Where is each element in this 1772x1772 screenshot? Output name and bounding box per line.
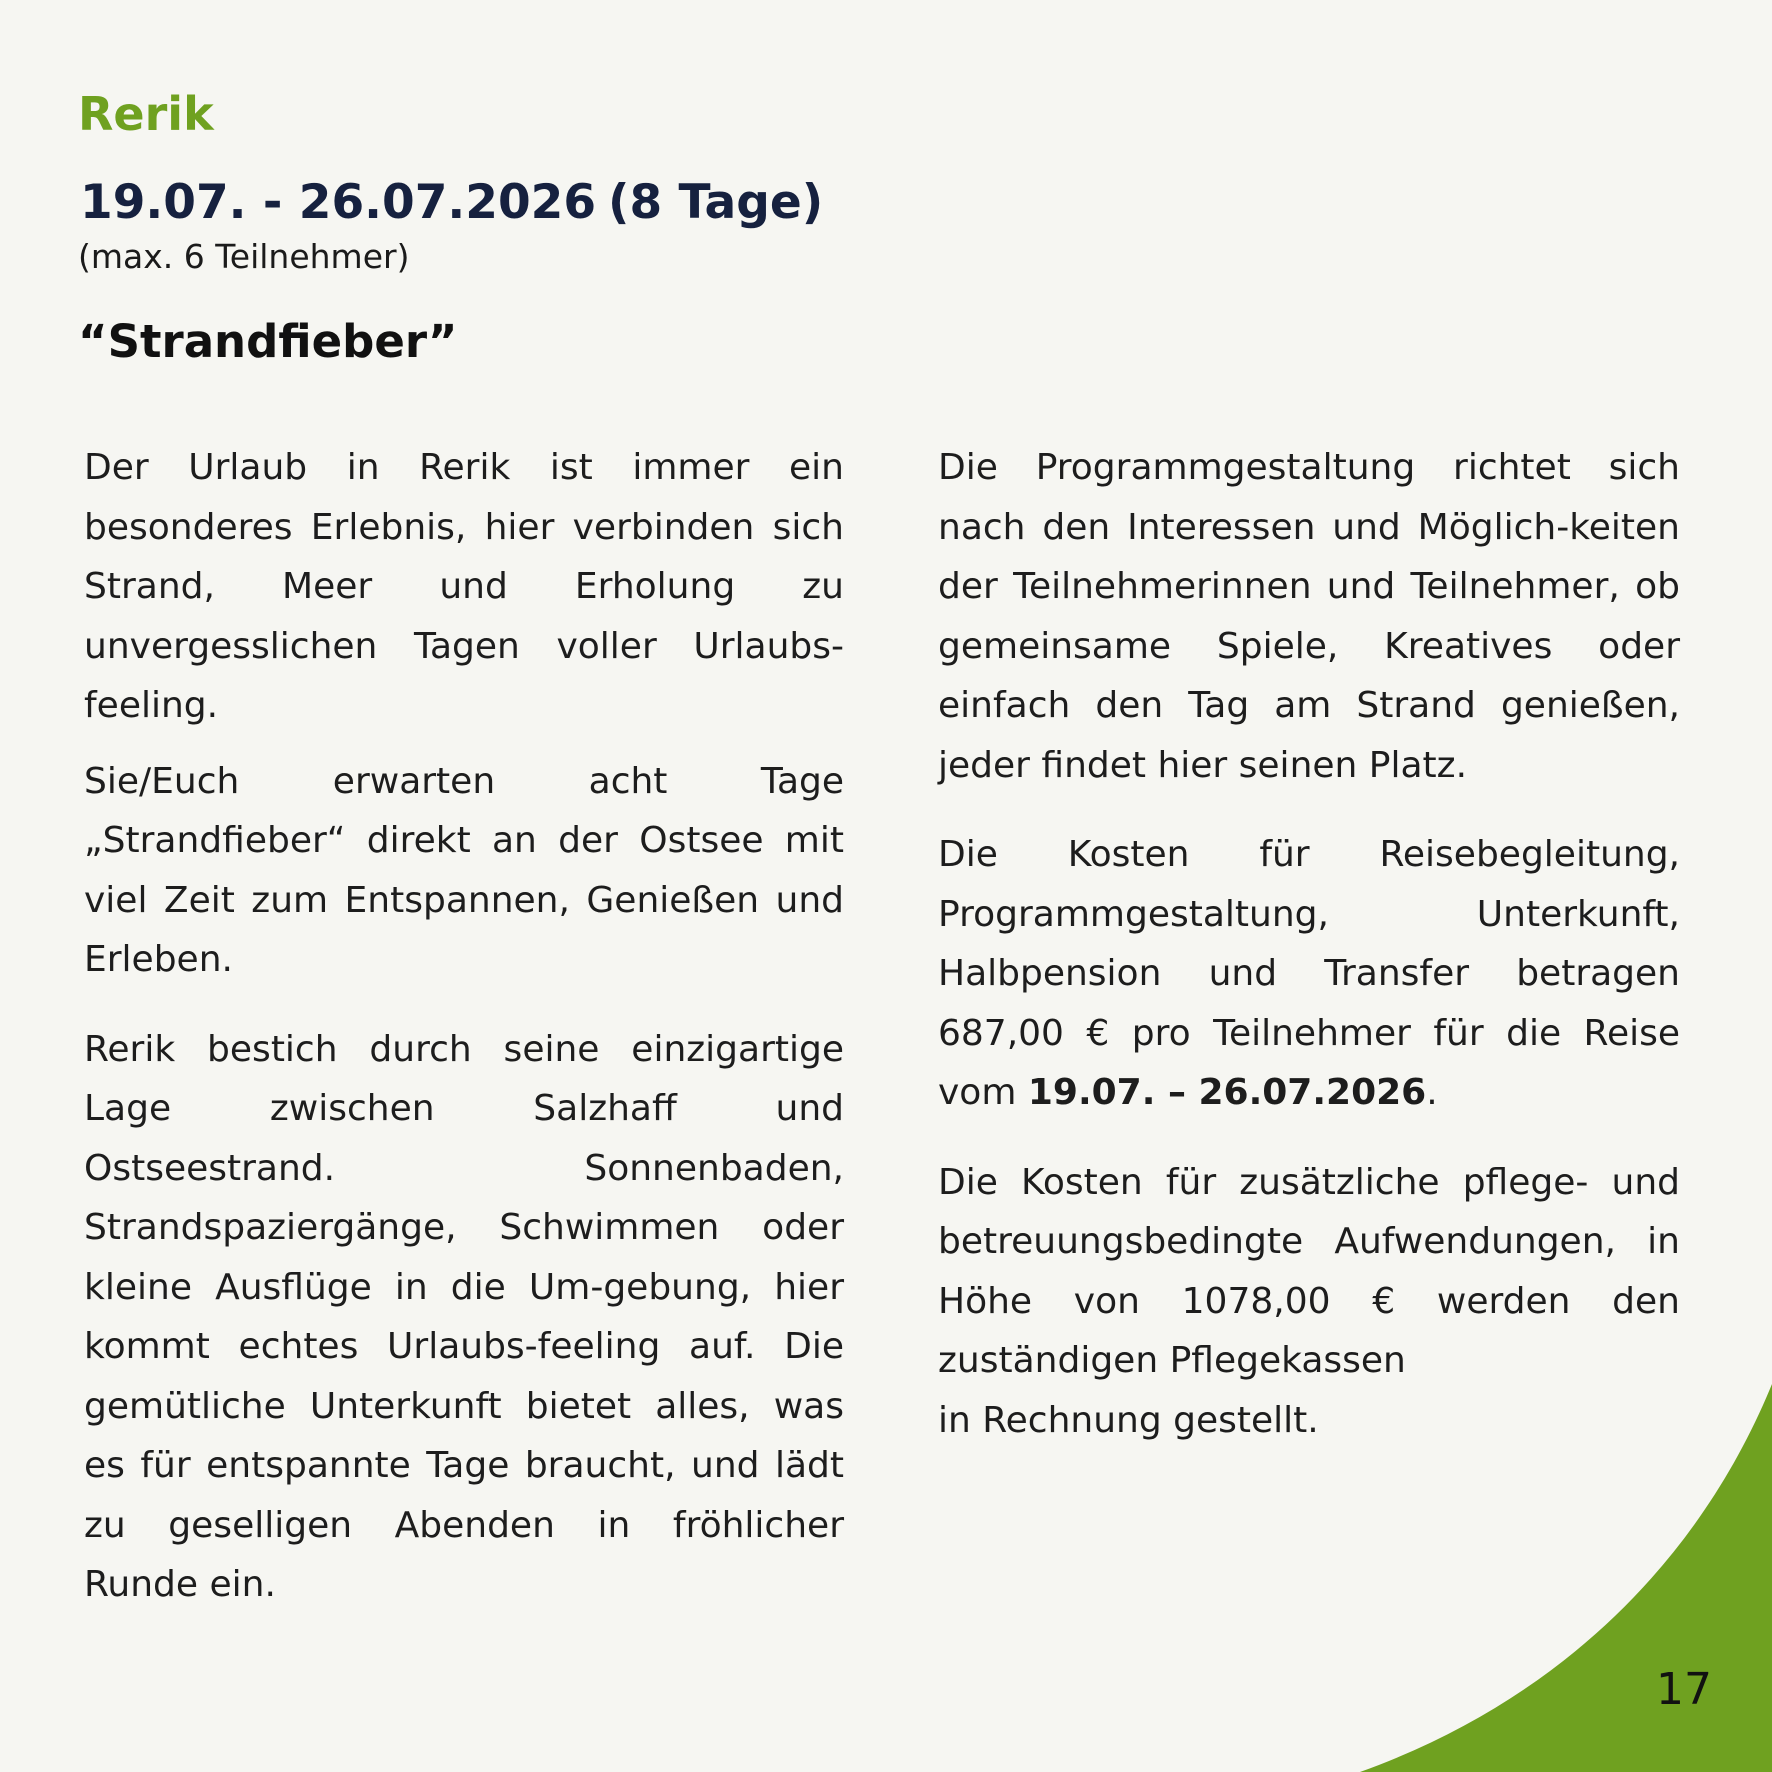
page-number: 17 (1656, 1664, 1712, 1715)
duration: (8 Tage) (608, 175, 824, 230)
left-paragraph-2: Sie/Euch erwarten acht Tage „Strandfieber“ direkt an der Ostsee mit viel Zeit zum Entspannen, Genießen und Erleben. (84, 760, 844, 980)
right-paragraph-3-end: in Rechnung gestellt. (938, 1399, 1319, 1441)
left-paragraph-1: Der Urlaub in Rerik ist immer ein besonderes Erlebnis, hier verbinden sich Strand, Meer und Erholung zu unvergesslichen Tagen voller Urlaubs-feeling. (84, 447, 844, 726)
left-paragraph-3: Rerik bestich durch seine einzigartige Lage zwischen Salzhaff und Ostseestrand. Sonnenbaden, Strandspaziergänge, Schwimmen oder kleine Ausflüge in die Um-gebung, hier kommt echtes Urlaubs-feeling auf. Die gemütliche Unterkunft bietet alles, was es für entspannte Tage braucht, und lädt zu geselligen Abenden in fröhlicher Runde ein. (84, 1028, 844, 1605)
cost-text: Die Kosten für Reisebegleitung, Programmgestaltung, Unterkunft, Halbpension und Transfer betragen 687,00 € pro Teilnehmer für die Reise vom (938, 834, 1680, 1113)
right-column (938, 438, 1680, 1450)
date-range: 19.07. - 26.07.2026 (80, 175, 597, 230)
cost-end: . (1426, 1072, 1438, 1113)
location-heading: Rerik (78, 87, 214, 141)
trip-title: “Strandfieber” (78, 315, 458, 368)
max-participants: (max. 6 Teilnehmer) (78, 237, 410, 276)
date-line (80, 172, 920, 234)
right-paragraph-1: Die Programmgestaltung richtet sich nach den Interessen und Möglich-keiten der Teilnehmerinnen und Teilnehmer, ob gemeinsame Spiele, Kreatives oder einfach den Tag am Strand genießen, jeder findet hier seinen Platz. (938, 447, 1680, 786)
left-column (84, 438, 844, 1615)
right-paragraph-3: Die Kosten für zusätzliche pflege- und betreuungsbedingte Aufwendungen, in Höhe von 1078,00 € werden den zuständigen Pflegekassen (938, 1161, 1680, 1381)
cost-dates: 19.07. – 26.07.2026 (1027, 1072, 1427, 1113)
right-paragraph-2 (938, 825, 1680, 1123)
